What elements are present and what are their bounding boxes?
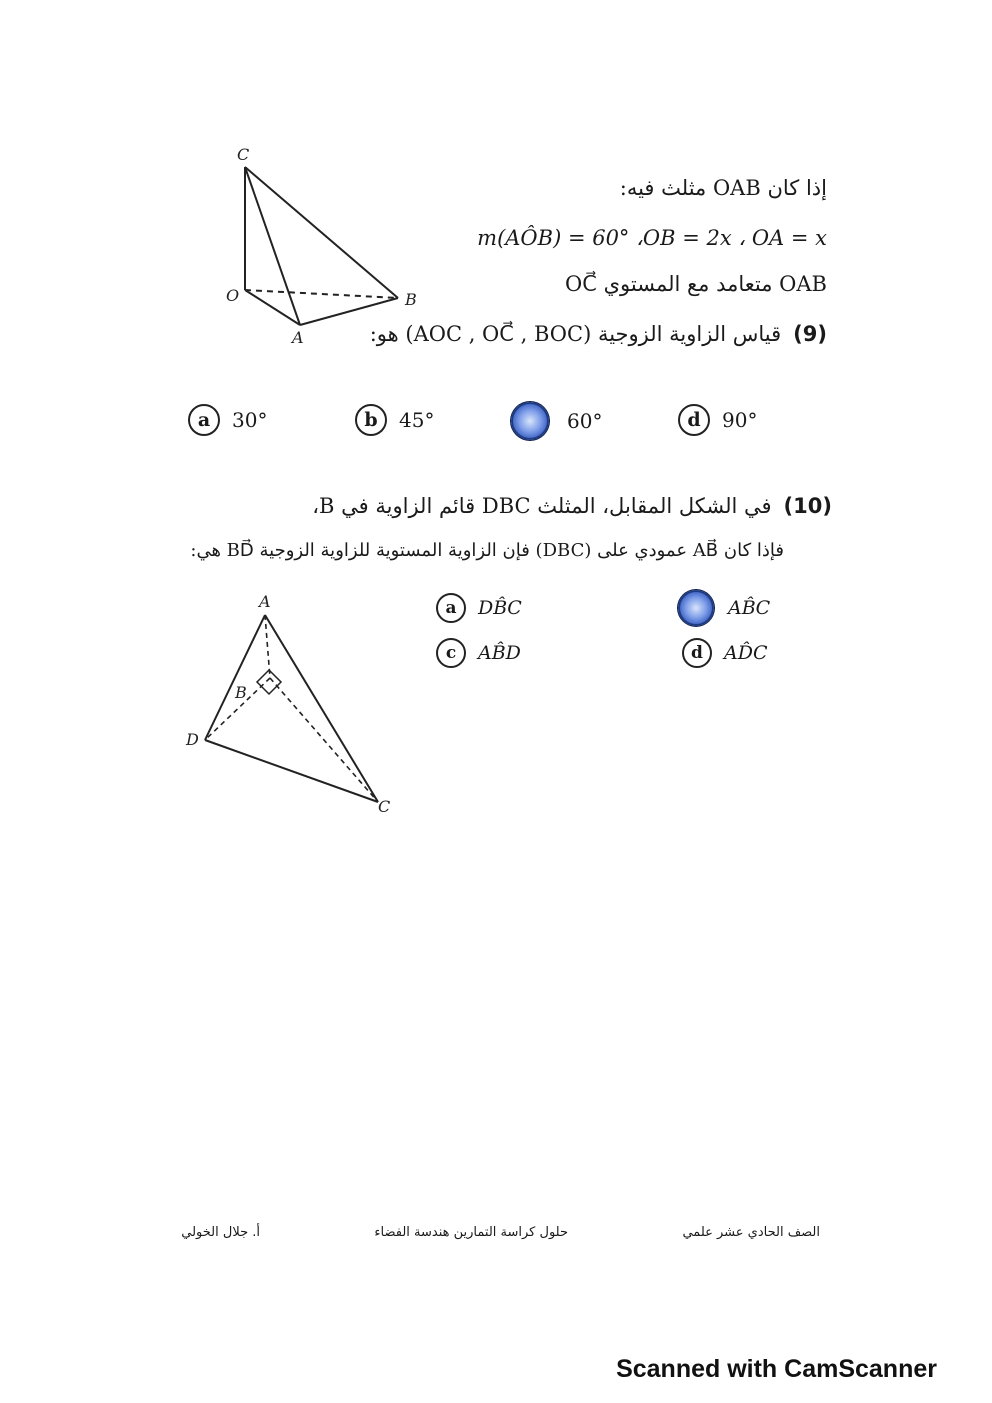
edge-dc bbox=[205, 740, 378, 802]
footer-title: حلول كراسة التمارين هندسة الفضاء bbox=[374, 1225, 568, 1240]
q9-question-row bbox=[370, 322, 827, 346]
q9-choice-c-label: 60° bbox=[567, 409, 603, 433]
q10-bubble-d[interactable]: d bbox=[682, 638, 712, 668]
q10-bubble-a[interactable]: a bbox=[436, 593, 466, 623]
camscanner-watermark: Scanned with CamScanner bbox=[616, 1355, 937, 1383]
q9-givens: m(AÔB) = 60° ،OB = 2x ، OA = x bbox=[477, 226, 827, 250]
label-d: D bbox=[186, 730, 199, 749]
label-a: A bbox=[292, 328, 304, 347]
edge-ad bbox=[205, 615, 265, 740]
label-a: A bbox=[259, 592, 271, 611]
tetrahedron-abcd-figure bbox=[180, 590, 405, 820]
q10-choice-d-label: AD̂C bbox=[724, 642, 768, 664]
q10-line2: فإذا كان AB⃗ عمودي على (DBC) فإن الزاوية المستوية للزاوية الزوجية BD⃗ هي: bbox=[190, 540, 784, 561]
edge-ab bbox=[300, 298, 398, 325]
q9-choice-d[interactable] bbox=[678, 404, 757, 436]
q10-bubble-b-selected[interactable] bbox=[678, 590, 714, 626]
q9-number: (9) bbox=[793, 322, 827, 346]
edge-ab-hidden bbox=[265, 615, 270, 678]
q10-choice-a-label: DB̂C bbox=[478, 597, 522, 619]
q9-choice-b-label: 45° bbox=[399, 408, 435, 432]
label-c: C bbox=[378, 797, 391, 816]
edge-ob-hidden bbox=[245, 290, 398, 298]
label-c: C bbox=[237, 145, 250, 164]
pyramid-oabc-figure bbox=[215, 140, 425, 350]
q10-choice-d[interactable] bbox=[682, 638, 768, 668]
label-o: O bbox=[226, 286, 240, 305]
q9-intro: إذا كان OAB مثلث فيه: bbox=[619, 176, 827, 200]
q9-bubble-d[interactable]: d bbox=[678, 404, 710, 436]
label-b: B bbox=[235, 683, 247, 702]
q10-choice-b-label: AB̂C bbox=[728, 597, 771, 619]
q9-choice-a-label: 30° bbox=[232, 408, 268, 432]
q9-bubble-c-selected[interactable] bbox=[511, 402, 549, 440]
edge-oa bbox=[245, 290, 300, 325]
footer-grade: الصف الحادي عشر علمي bbox=[682, 1225, 820, 1240]
footer-teacher: أ. جلال الخولي bbox=[181, 1225, 260, 1240]
label-b: B bbox=[405, 290, 417, 309]
q9-choice-d-label: 90° bbox=[722, 408, 758, 432]
q9-choice-c[interactable] bbox=[511, 402, 602, 440]
q9-choice-b[interactable] bbox=[355, 404, 434, 436]
q10-choice-b[interactable] bbox=[678, 590, 770, 626]
q10-choice-c-label: AB̂D bbox=[478, 642, 521, 664]
edge-ac bbox=[265, 615, 378, 802]
q10-bubble-c[interactable]: c bbox=[436, 638, 466, 668]
q10-choice-c[interactable] bbox=[436, 638, 521, 668]
q10-line1-row bbox=[312, 494, 832, 518]
q10-number: (10) bbox=[783, 494, 832, 518]
q10-line1: في الشكل المقابل، المثلث DBC قائم الزاوية في B، bbox=[312, 494, 772, 518]
q9-question: قياس الزاوية الزوجية (AOC , OC⃗ , BOC) هو: bbox=[369, 322, 782, 346]
q9-bubble-a[interactable]: a bbox=[188, 404, 220, 436]
q10-choice-a[interactable] bbox=[436, 593, 522, 623]
q9-perpendicular: OC⃗ متعامد مع المستوي OAB bbox=[565, 272, 827, 296]
q9-choice-a[interactable] bbox=[188, 404, 267, 436]
q9-bubble-b[interactable]: b bbox=[355, 404, 387, 436]
